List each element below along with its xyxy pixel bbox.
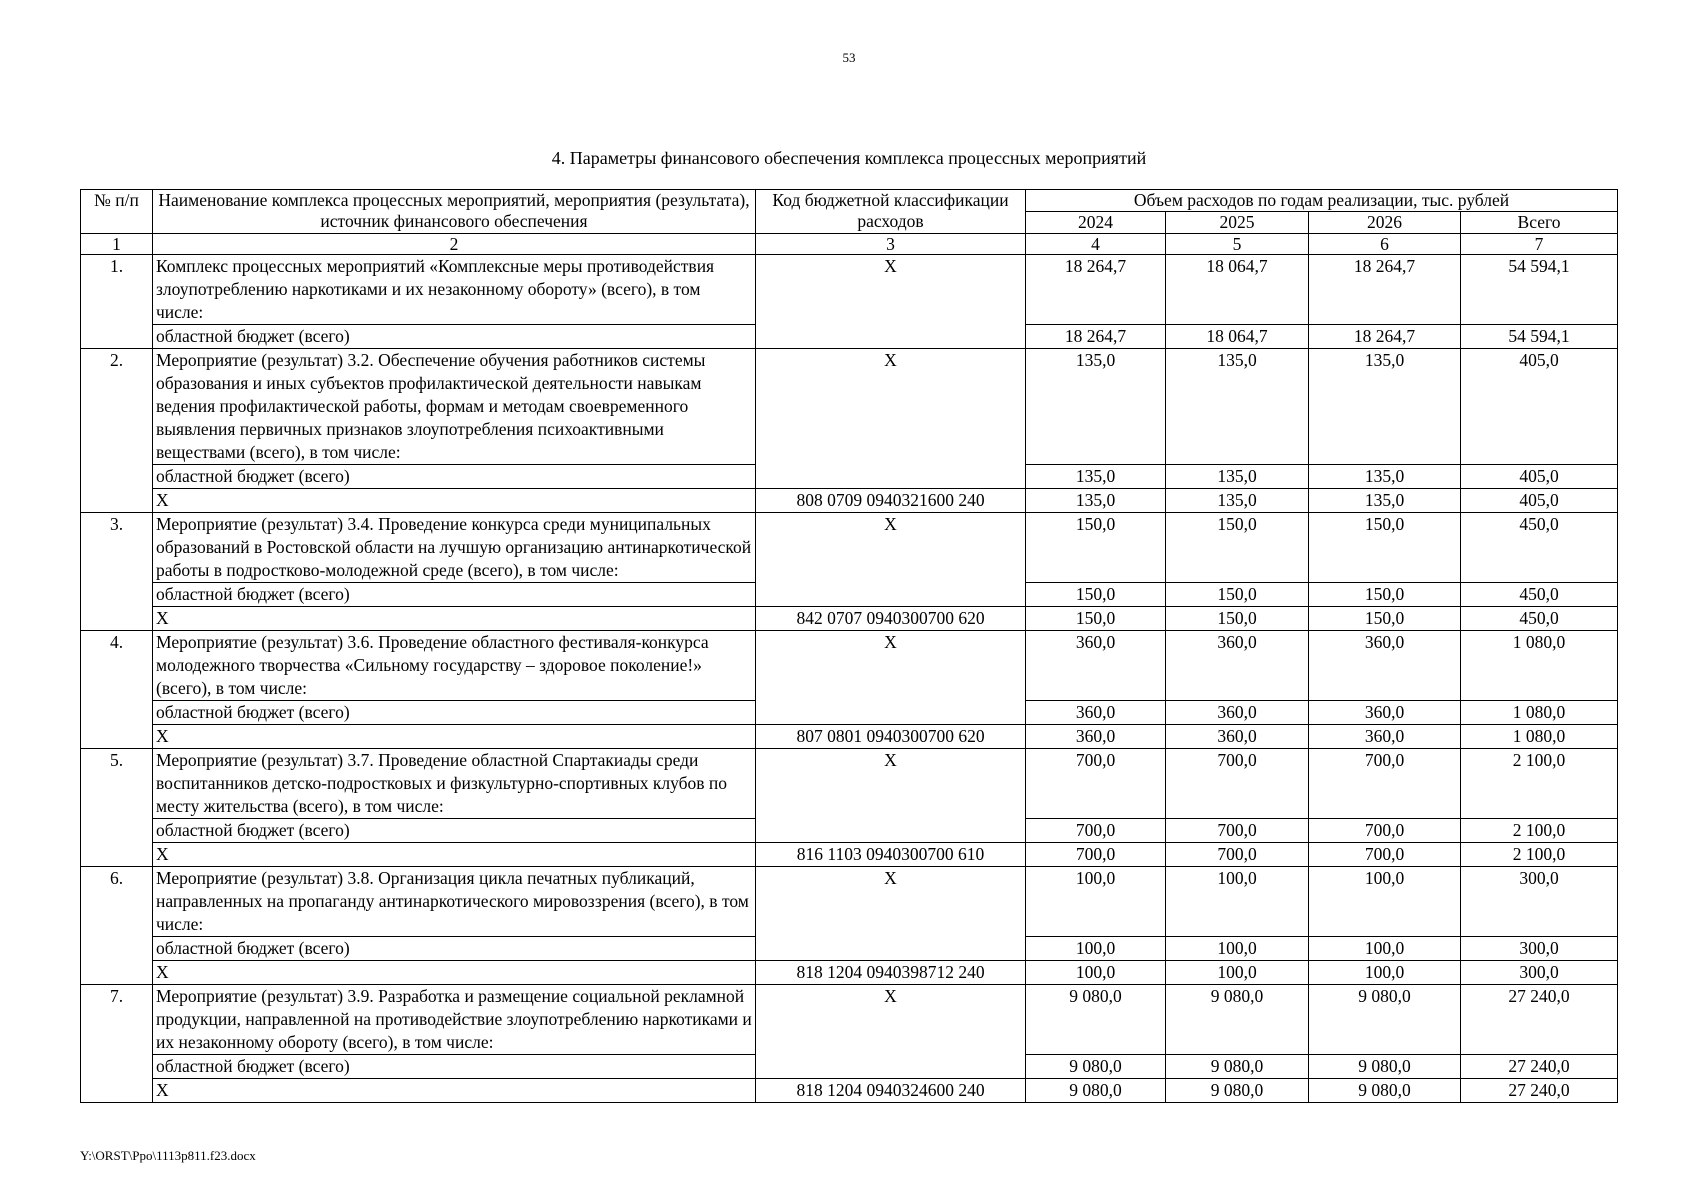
header-total: Всего — [1461, 212, 1618, 234]
value-2025: 360,0 — [1166, 631, 1309, 701]
subrow-name: областной бюджет (всего) — [153, 465, 756, 489]
table-row — [81, 255, 1618, 325]
page-number: 53 — [842, 50, 856, 65]
row-number: 3. — [81, 513, 153, 631]
value-2026: 100,0 — [1309, 937, 1461, 961]
value-2025: 9 080,0 — [1166, 1055, 1309, 1079]
value-2025: 18 064,7 — [1166, 325, 1309, 349]
table-subrow — [81, 961, 1618, 985]
value-2024: 150,0 — [1026, 607, 1166, 631]
value-total: 2 100,0 — [1461, 843, 1618, 867]
subrow-name: Х — [153, 1079, 756, 1103]
subrow-name: областной бюджет (всего) — [153, 325, 756, 349]
value-2025: 100,0 — [1166, 937, 1309, 961]
row-code: Х — [756, 749, 1026, 843]
value-total: 1 080,0 — [1461, 701, 1618, 725]
header-name: Наименование комплекса процессных мероприятий, мероприятия (результата), источник финансового обеспечения — [153, 190, 756, 234]
value-2025: 135,0 — [1166, 489, 1309, 513]
row-name: Комплекс процессных мероприятий «Комплексные меры противодействия злоупотреблению наркотиками и их незаконному обороту» (всего), в том числе: — [153, 255, 756, 325]
value-2026: 360,0 — [1309, 631, 1461, 701]
subrow-name: Х — [153, 725, 756, 749]
value-2026: 150,0 — [1309, 583, 1461, 607]
subrow-code: 816 1103 0940300700 610 — [756, 843, 1026, 867]
column-numbers-row — [81, 234, 1618, 255]
value-2025: 150,0 — [1166, 513, 1309, 583]
value-2026: 360,0 — [1309, 701, 1461, 725]
subrow-code: 818 1204 0940324600 240 — [756, 1079, 1026, 1103]
table-subrow — [81, 607, 1618, 631]
value-2024: 18 264,7 — [1026, 325, 1166, 349]
row-name: Мероприятие (результат) 3.9. Разработка и размещение социальной рекламной продукции, направленной на противодействие злоупотреблению наркотиками и их незаконному обороту (всего), в том числе: — [153, 985, 756, 1055]
value-total: 2 100,0 — [1461, 819, 1618, 843]
header-year-2026: 2026 — [1309, 212, 1461, 234]
table-subrow — [81, 843, 1618, 867]
column-number: 6 — [1309, 234, 1461, 255]
row-number: 7. — [81, 985, 153, 1103]
row-name: Мероприятие (результат) 3.7. Проведение областной Спартакиады среди воспитанников детско-подростковых и физкультурно-спортивных клубов по месту жительства (всего), в том числе: — [153, 749, 756, 819]
row-code: Х — [756, 985, 1026, 1079]
value-total: 405,0 — [1461, 465, 1618, 489]
value-2026: 9 080,0 — [1309, 1079, 1461, 1103]
row-code: Х — [756, 513, 1026, 607]
value-2026: 150,0 — [1309, 513, 1461, 583]
table-subrow — [81, 489, 1618, 513]
row-number: 1. — [81, 255, 153, 349]
table-row — [81, 867, 1618, 937]
header-year-2025: 2025 — [1166, 212, 1309, 234]
subrow-name: областной бюджет (всего) — [153, 819, 756, 843]
value-total: 450,0 — [1461, 583, 1618, 607]
table-row — [81, 749, 1618, 819]
row-number: 6. — [81, 867, 153, 985]
value-2026: 700,0 — [1309, 819, 1461, 843]
value-2025: 360,0 — [1166, 701, 1309, 725]
value-2024: 700,0 — [1026, 843, 1166, 867]
value-2024: 150,0 — [1026, 513, 1166, 583]
subrow-name: Х — [153, 489, 756, 513]
value-total: 54 594,1 — [1461, 325, 1618, 349]
financing-table — [80, 189, 1618, 1103]
value-2025: 700,0 — [1166, 749, 1309, 819]
value-2025: 360,0 — [1166, 725, 1309, 749]
value-2026: 18 264,7 — [1309, 255, 1461, 325]
header-num: № п/п — [81, 190, 153, 234]
subrow-name: областной бюджет (всего) — [153, 701, 756, 725]
value-total: 300,0 — [1461, 961, 1618, 985]
value-2025: 100,0 — [1166, 867, 1309, 937]
value-2026: 135,0 — [1309, 489, 1461, 513]
value-total: 300,0 — [1461, 867, 1618, 937]
value-2025: 9 080,0 — [1166, 985, 1309, 1055]
subrow-code: 818 1204 0940398712 240 — [756, 961, 1026, 985]
file-path-footer: Y:\ORST\Ppo\1113p811.f23.docx — [80, 1148, 256, 1163]
row-code: Х — [756, 631, 1026, 725]
value-2026: 700,0 — [1309, 749, 1461, 819]
value-2025: 700,0 — [1166, 843, 1309, 867]
value-2024: 9 080,0 — [1026, 1079, 1166, 1103]
value-2026: 700,0 — [1309, 843, 1461, 867]
value-2024: 100,0 — [1026, 867, 1166, 937]
value-total: 450,0 — [1461, 607, 1618, 631]
value-total: 450,0 — [1461, 513, 1618, 583]
value-2025: 9 080,0 — [1166, 1079, 1309, 1103]
value-2024: 700,0 — [1026, 819, 1166, 843]
row-name: Мероприятие (результат) 3.8. Организация цикла печатных публикаций, направленных на пропаганду антинаркотического мировоззрения (всего), в том числе: — [153, 867, 756, 937]
value-total: 27 240,0 — [1461, 985, 1618, 1055]
subrow-code: 842 0707 0940300700 620 — [756, 607, 1026, 631]
value-2024: 360,0 — [1026, 725, 1166, 749]
column-number: 1 — [81, 234, 153, 255]
value-total: 405,0 — [1461, 489, 1618, 513]
value-2026: 100,0 — [1309, 961, 1461, 985]
subrow-name: областной бюджет (всего) — [153, 583, 756, 607]
column-number: 4 — [1026, 234, 1166, 255]
row-number: 2. — [81, 349, 153, 513]
value-total: 2 100,0 — [1461, 749, 1618, 819]
subrow-code: 808 0709 0940321600 240 — [756, 489, 1026, 513]
page-title: 4. Параметры финансового обеспечения комплекса процессных мероприятий — [551, 148, 1147, 168]
value-2025: 135,0 — [1166, 465, 1309, 489]
value-2024: 360,0 — [1026, 631, 1166, 701]
row-number: 5. — [81, 749, 153, 867]
header-volume: Объем расходов по годам реализации, тыс. рублей — [1026, 190, 1618, 212]
column-number: 3 — [756, 234, 1026, 255]
value-2026: 9 080,0 — [1309, 985, 1461, 1055]
value-2024: 9 080,0 — [1026, 1055, 1166, 1079]
header-year-2024: 2024 — [1026, 212, 1166, 234]
value-2025: 18 064,7 — [1166, 255, 1309, 325]
value-2024: 135,0 — [1026, 349, 1166, 465]
table-row — [81, 631, 1618, 701]
table-row — [81, 513, 1618, 583]
column-number: 5 — [1166, 234, 1309, 255]
value-total: 405,0 — [1461, 349, 1618, 465]
value-2026: 9 080,0 — [1309, 1055, 1461, 1079]
value-total: 27 240,0 — [1461, 1079, 1618, 1103]
value-total: 1 080,0 — [1461, 631, 1618, 701]
table-row — [81, 349, 1618, 465]
value-2025: 135,0 — [1166, 349, 1309, 465]
value-2024: 18 264,7 — [1026, 255, 1166, 325]
value-2026: 360,0 — [1309, 725, 1461, 749]
row-code: Х — [756, 349, 1026, 489]
column-number: 7 — [1461, 234, 1618, 255]
row-name: Мероприятие (результат) 3.4. Проведение конкурса среди муниципальных образований в Ростовской области на лучшую организацию антинаркотической работы в подростково-молодежной среде (всего), в том числе: — [153, 513, 756, 583]
subrow-name: Х — [153, 607, 756, 631]
value-total: 1 080,0 — [1461, 725, 1618, 749]
header-code: Код бюджетной классификации расходов — [756, 190, 1026, 234]
subrow-code: 807 0801 0940300700 620 — [756, 725, 1026, 749]
row-name: Мероприятие (результат) 3.2. Обеспечение обучения работников системы образования и иных субъектов профилактической деятельности навыкам ведения профилактической работы, формам и методам своевременного выявления первичных признаков злоупотребления психоактивными веществами (всего), в том числе: — [153, 349, 756, 465]
subrow-name: Х — [153, 843, 756, 867]
value-2024: 700,0 — [1026, 749, 1166, 819]
value-2024: 135,0 — [1026, 489, 1166, 513]
subrow-name: областной бюджет (всего) — [153, 937, 756, 961]
column-number: 2 — [153, 234, 756, 255]
value-2024: 100,0 — [1026, 961, 1166, 985]
value-2025: 700,0 — [1166, 819, 1309, 843]
value-2025: 150,0 — [1166, 607, 1309, 631]
value-2026: 135,0 — [1309, 465, 1461, 489]
value-2025: 100,0 — [1166, 961, 1309, 985]
table-subrow — [81, 1079, 1618, 1103]
row-name: Мероприятие (результат) 3.6. Проведение областного фестиваля-конкурса молодежного творчества «Сильному государству – здоровое поколение!» (всего), в том числе: — [153, 631, 756, 701]
value-total: 27 240,0 — [1461, 1055, 1618, 1079]
value-2025: 150,0 — [1166, 583, 1309, 607]
value-2024: 135,0 — [1026, 465, 1166, 489]
value-2026: 135,0 — [1309, 349, 1461, 465]
value-2026: 100,0 — [1309, 867, 1461, 937]
value-total: 300,0 — [1461, 937, 1618, 961]
subrow-name: Х — [153, 961, 756, 985]
value-2024: 360,0 — [1026, 701, 1166, 725]
table-subrow — [81, 725, 1618, 749]
value-2024: 9 080,0 — [1026, 985, 1166, 1055]
row-code: Х — [756, 867, 1026, 961]
value-2024: 150,0 — [1026, 583, 1166, 607]
table-row — [81, 985, 1618, 1055]
value-2026: 18 264,7 — [1309, 325, 1461, 349]
row-code: Х — [756, 255, 1026, 349]
value-2024: 100,0 — [1026, 937, 1166, 961]
value-total: 54 594,1 — [1461, 255, 1618, 325]
row-number: 4. — [81, 631, 153, 749]
value-2026: 150,0 — [1309, 607, 1461, 631]
subrow-name: областной бюджет (всего) — [153, 1055, 756, 1079]
